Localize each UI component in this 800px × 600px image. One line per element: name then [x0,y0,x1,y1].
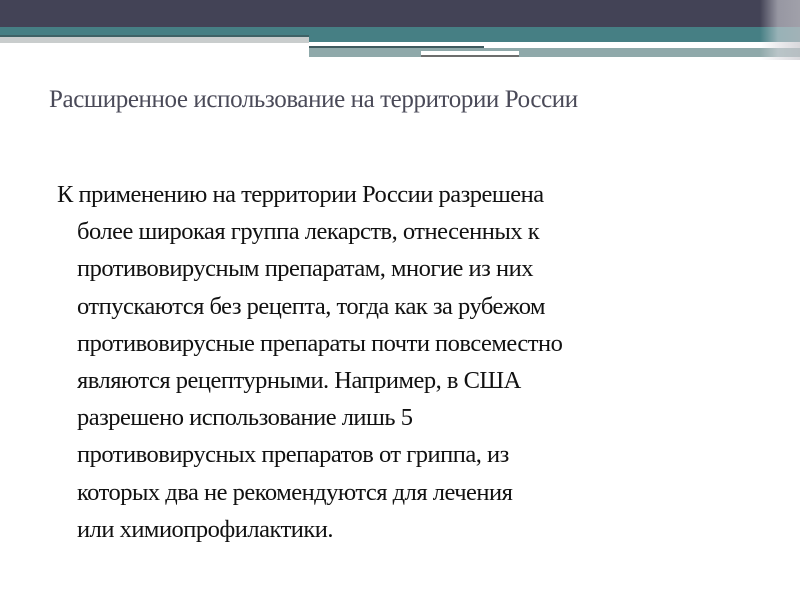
header-gray-band [0,37,310,43]
body-line: которых два не рекомендуются для лечения [77,478,513,506]
slide-title: Расширенное использование на территории России [49,86,578,113]
header-gray-step [309,48,800,57]
body-line: разрешено использование лишь 5 [77,404,413,432]
body-line: отпускаются без рецепта, тогда как за рубежом [77,292,546,320]
header-dark-stripe [309,46,484,48]
body-line: К применению на территории России разрешена [57,181,544,208]
body-line: противовирусные препараты почти повсеместно [77,329,563,357]
header-dark-stripe-2 [421,55,519,57]
body-line: противовирусным препаратам, многие из них [77,255,533,283]
body-line: являются рецептурными. Например, в США [77,367,521,395]
slide-body [57,176,737,548]
header-dark-band [0,0,800,27]
body-line: более широкая группа лекарств, отнесенных к [77,218,540,246]
header-edge-fade [760,0,800,60]
header-teal-step [309,35,800,42]
body-line: или химиопрофилактики. [77,515,334,543]
body-line: противовирусных препаратов от гриппа, из [77,441,509,469]
